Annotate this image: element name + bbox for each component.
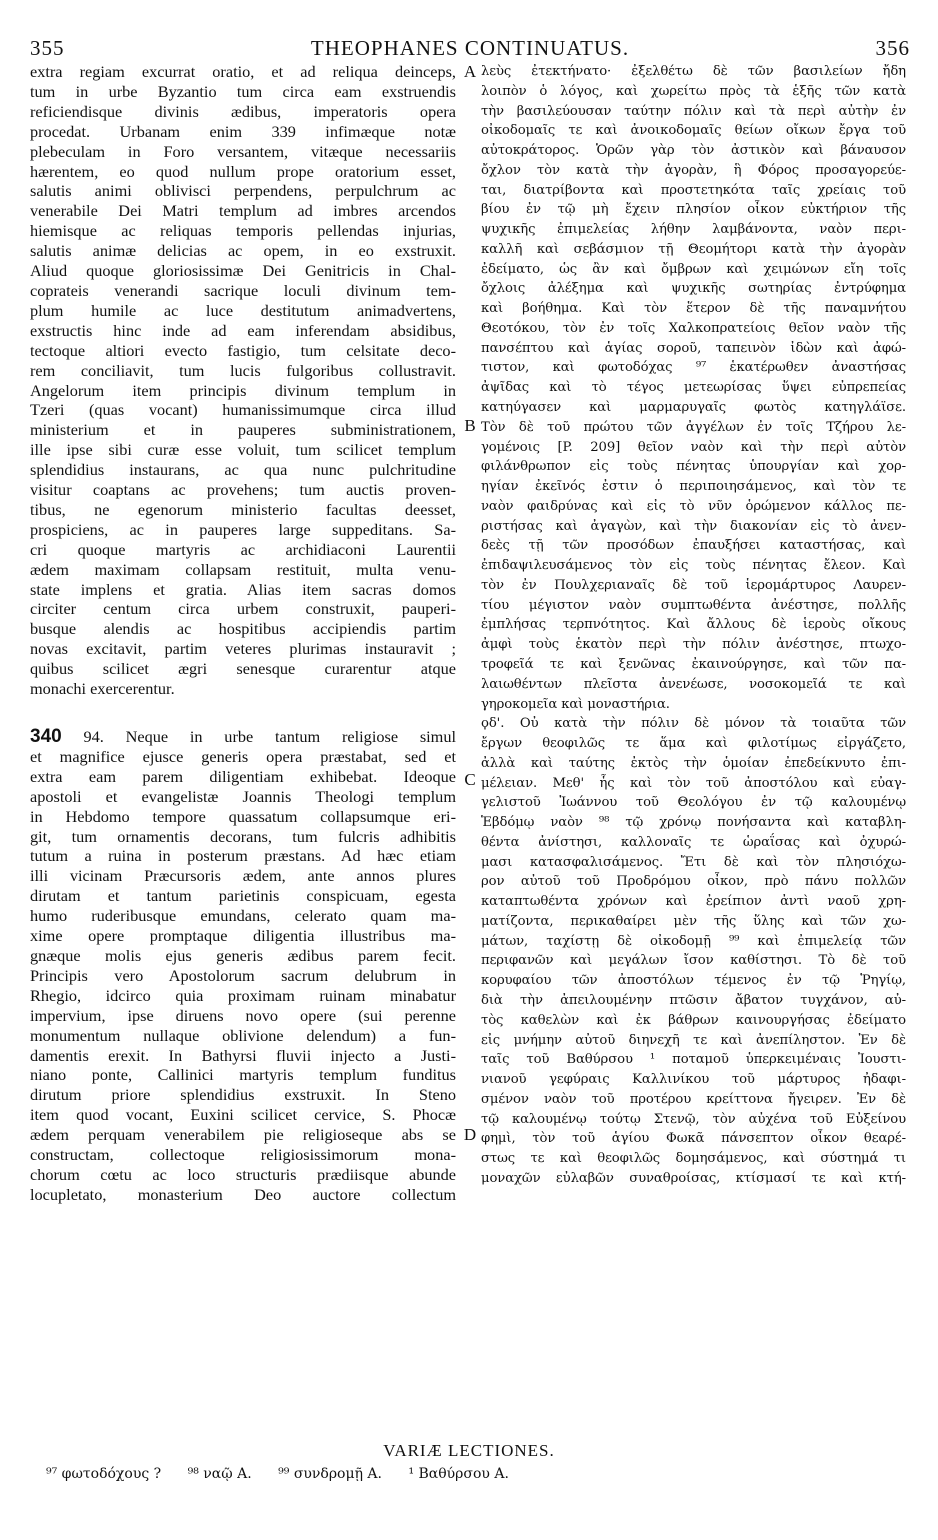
text-line: monumentum nullaque oblivione delendum) a fun- <box>30 1025 456 1045</box>
text-line: cri quoque martyris ac archidiaconi Laurentii <box>30 539 456 559</box>
text-line: ille ipse sibi curæ esse voluit, tum scilicet templum <box>30 440 456 460</box>
text-line: λαιωθέντων πλεῖστα ἀνενέωσε, νοσοκομεῖά τε καὶ <box>481 676 906 692</box>
text-line: λοιπὸν ὁ λόγος, καὶ χωρείτω πρὸς τὰ ἑξῆς τῶν κατὰ <box>481 83 906 99</box>
text-line: ματίζοντα, περικαθαίρει μὲν τῆς ὕλης καὶ τῶν χω- <box>481 913 906 929</box>
text-line: ἀψῖδας καὶ τὸ τέγος μετεωρίσας ὕψει εὐπρεπείας <box>481 380 906 396</box>
text-line: hiemisque ac reliquas temporis pellendas injurias, <box>30 221 456 241</box>
text-line: ται, διατρίβοντα καὶ προστετηκότα ταῖς χρείαις τοῦ <box>481 182 906 198</box>
text-line: ædem perquam venerabilem pie religioseque abs se <box>30 1125 456 1145</box>
text-line: λεὺς ἐτεκτήνατο· ἐξελθέτω δὲ τῶν βασιλείων ἤδη <box>481 64 906 79</box>
text-line: apostoli et evangelistæ Joannis Theologi templum <box>30 786 456 806</box>
text-line <box>30 727 456 747</box>
text-line: σμένον ναὸν τοῦ προτέρου κρείττονα ἤγειρεν. Ἐν δὲ <box>481 1091 906 1107</box>
greek-column <box>481 62 906 1189</box>
section-number: 340 <box>30 727 62 747</box>
text-line: hærentem, eo quod nullum prope oratorium esset, <box>30 161 456 181</box>
text-line: tutum a ruina in posterum præstans. Ad hæc etiam <box>30 846 456 866</box>
text-line: ἐμπλήσας τερπνότητος. Καὶ ἄλλους δὲ ἱεροὺς οἴκους <box>481 617 906 633</box>
text-line: Principis vero Apostolorum sacrum delubrum in <box>30 965 456 985</box>
text-line: reficiendisque divinis ædibus, imperatoris opera <box>30 101 456 121</box>
text-line: circiter centum circa urbem construxit, pauperi- <box>30 599 456 619</box>
text-line: constructam, collectoque religiosissimorum mona- <box>30 1145 456 1165</box>
text-line: Θεοτόκου, τὸν ἐν τοῖς Χαλκοπρατείοις θεῖον ναὸν τῆς <box>481 320 906 336</box>
margin-letter-a: A <box>463 62 477 81</box>
text-line: καταπτωθέντα χρόνων καὶ ἐρείπιον ἀντὶ ναοῦ χρη- <box>481 894 906 910</box>
margin-letter-b: B <box>464 416 476 435</box>
text-line: Aliud quoque gloriosissimæ Dei Genitricis in Chal- <box>30 261 456 281</box>
text-line: τῷ καλουμένῳ τούτῳ Στενῷ, τὸν αὐχένα τοῦ Εὐξείνου <box>481 1111 906 1127</box>
footnote: ⁹⁹ συνδρομῇ A. <box>278 1466 382 1482</box>
text-line: μάτων, ταχίστῃ δὲ οἰκοδομῇ ⁹⁹ καὶ ἐπιμελείᾳ τῶν <box>481 933 906 949</box>
text-line: novas excitavit, partim veteres plurimas instauravit ; <box>30 639 456 659</box>
text-line: chorum cœtu ac loco structuris prædiisque abunde <box>30 1164 456 1184</box>
text-line: τίου μέγιστον ναὸν συμπτωθέντα ἀνέστησε, πολλῆς <box>481 597 906 613</box>
running-title: THEOPHANES CONTINUATUS. <box>310 36 630 60</box>
text-line: ædem maximam collapsam restituit, multa venu- <box>30 559 456 579</box>
text-line: φημὶ, τὸν τοῦ ἁγίου Φωκᾶ πάνσεπτον οἶκον θεαρέ- <box>481 1131 906 1147</box>
text-line: damentis erexit. In Bathyrsi fluvii injecto a Justi- <box>30 1045 456 1065</box>
text-line: Τὸν δὲ τοῦ πρώτου τῶν ἀγγέλων ἐν τοῖς Τζήρου λε- <box>481 419 906 435</box>
section-gap <box>30 699 456 727</box>
text-line: περιφανῶν καὶ μεγάλων ἴσον καθίστησι. Τὸ δὲ τοῦ <box>481 953 906 969</box>
text-span: 94. Neque in urbe tantum religiose simul <box>83 727 456 746</box>
text-line: τροφεῖά τε καὶ ξενῶνας ἐκαινούργησε, καὶ τῶν πα- <box>481 656 906 672</box>
text-line: Ἑβδόμῳ ναὸν ⁹⁸ τῷ χρόνῳ πονήσαντα καὶ καταβλη- <box>481 815 906 831</box>
text-line: θέντα ἀνίστησι, καλλοναῖς τε ὡραΐσας καὶ ὀχυρώ- <box>481 834 906 850</box>
text-line: impervium, ipse diruens novo opere (sui perenne <box>30 1005 456 1025</box>
text-line: φιλάνθρωπον εἰς τοὺς πένητας ὑπουργίαν καὶ χορ- <box>481 459 906 475</box>
text-line: tum in urbe Byzantio tum circa eam exstruendis <box>30 81 456 101</box>
text-line: ταῖς τοῦ Βαθύρσου ¹ ποταμοῦ ὑπερκειμέναις Ἰουστι- <box>481 1052 906 1068</box>
text-line: dirutam et tantum parietinis conspicuam, egesta <box>30 886 456 906</box>
text-line: procedat. Urbanam enim 339 infimæque notæ <box>30 121 456 141</box>
text-line: κορυφαίου τῶν ἀποστόλων τέμενος ἐν τῷ Ῥηγίῳ, <box>481 973 906 989</box>
text-line: Rhegio, idcirco quia proximam ruinam minabatur <box>30 985 456 1005</box>
text-line: γελιστοῦ Ἰωάννου τοῦ Θεολόγου ἐν τῷ καλουμένῳ <box>481 795 906 811</box>
text-line: quibus scilicet ægri senesque curarentur atque <box>30 659 456 679</box>
text-line: visitur coaptans ac provehens; tum auctis proven- <box>30 480 456 500</box>
text-line: πανσέπτου καὶ ἁγίας σοροῦ, ταπεινὸν ἰδὼν καὶ ἀφώ- <box>481 340 906 356</box>
text-line: salutis animæ delicias ac opem, in eo exstruxit. <box>30 241 456 261</box>
text-line: state implens et gratia. Alias item sacras domos <box>30 579 456 599</box>
text-line: διὰ τὴν ἀπειλουμένην πτῶσιν ἄβατον τυγχάνον, αὐ- <box>481 992 906 1008</box>
text-line: γηροκομεῖα καὶ μοναστήρια. <box>481 696 670 712</box>
text-line: ϙδ'. Οὐ κατὰ τὴν πόλιν δὲ μόνον τὰ τοιαῦτα τῶν <box>481 716 906 732</box>
text-line: extra eam parem diligentiam exhibebat. Ideoque <box>30 766 456 786</box>
text-line: illi vicinam Præcursoris ædem, ante annos plures <box>30 866 456 886</box>
text-line: splendidius instaurans, ac qua nunc pulchritudine <box>30 460 456 480</box>
text-line: xime opere promptaque diligentia illustribus ma- <box>30 926 456 946</box>
text-line: dirutum priore splendidius exstruxit. In Steno <box>30 1085 456 1105</box>
text-line: δεὲς τῇ τῶν προσόδων ἐπαυξήσει καταστήσας, καὶ <box>481 538 906 554</box>
text-line: καλλῆ καὶ σεβάσμιον τῇ Θεομήτορι κατὰ τὴν ἀγορὰν <box>481 241 906 257</box>
text-line: μοναχῶν εὐλαβῶν συναθροίσας, κτίσμασί τε καὶ κτή- <box>481 1170 906 1186</box>
text-line: git, tum ornamentis decorans, tum fulcris adhibitis <box>30 826 456 846</box>
text-line: tibus, ne egenorum ministerio facultas deesset, <box>30 499 456 519</box>
text-line: monachi exercerentur. <box>30 679 175 699</box>
text-line: κατηύγασεν καὶ μαρμαρυγαῖς φωτὸς κατηγλάϊσε. <box>481 400 906 416</box>
footnote: ⁹⁷ φωτοδόχους ? <box>46 1466 162 1482</box>
text-line: καὶ βοήθημα. Καὶ τὸν ἕτερον δὲ τῆς παναμνήτου <box>481 301 906 317</box>
text-line: ἐδείματο, ὡς ἂν καὶ ὄμβρων καὶ χειμώνων εἴη τοῖς <box>481 261 906 277</box>
text-line: plebeculam in Foro versantem, vitæque necessariis <box>30 141 456 161</box>
margin-letter-c: C <box>464 770 476 789</box>
text-line: niano ponte, Callinici martyris templum funditus <box>30 1065 456 1085</box>
text-line: μέλειαν. Μεθ' ἧς καὶ τὸν τοῦ ἀποστόλου καὶ εὐαγ- <box>481 775 906 791</box>
text-line: rem conciliavit, tum lucis fulgoribus collustravit. <box>30 360 456 380</box>
text-line: ψυχικῆς ἐπιμελείας λήθην λαμβάνοντα, ναὸν περι- <box>481 222 906 238</box>
text-line: tectoque altiori evecto fastigio, tum celsitate deco- <box>30 340 456 360</box>
variae-lectiones-heading: VARIÆ LECTIONES. <box>383 1441 555 1460</box>
text-line: ἀμφὶ τοὺς ἑκατὸν περὶ τὴν πόλιν ἀνέστησε, πτωχο- <box>481 637 906 653</box>
margin-letter-d: D <box>463 1125 477 1144</box>
text-line: gnæque molis ejus generis ædibus parem fecit. <box>30 945 456 965</box>
text-line: venerabile Dei Matri templum ad imbres arcendos <box>30 201 456 221</box>
text-line: prospiciens, ac in pauperes large suppeditans. Sa- <box>30 519 456 539</box>
text-line: ὄχλοις ἀλέξημα καὶ ψυχικῆς σωτηρίας ἐντρύφημα <box>481 281 906 297</box>
text-line: plum humile ac luce destitutum animadvertens, <box>30 300 456 320</box>
text-line: ηγίαν ἐκεῖνός ἐστιν ὁ περιποιησάμενος, καὶ τὸν τε <box>481 479 906 495</box>
text-line: τὴν βασιλεύουσαν ταύτην πόλιν καὶ τὰ περὶ αὐτὴν ἐν <box>481 103 906 119</box>
text-line: στως τε καὶ θεοφιλῶς δομησάμενος, καὶ σύστημά τι <box>481 1151 906 1167</box>
text-line: item quod vocant, Euxini scilicet cervice, S. Phocæ <box>30 1105 456 1125</box>
text-line: μασι κατασφαλισάμενος. Ἔτι δὲ καὶ τὸν πλησιόχω- <box>481 854 906 870</box>
text-line: ὄχλον τὸν κατὰ τὴν ἀγορὰν, ἣ Φόρος προσαγορεύε- <box>481 162 906 178</box>
text-line: ἐπιδαψιλευσάμενος τὸν εἰς τοὺς πένητας ἔλεον. Καὶ <box>481 558 906 574</box>
text-line: ἔργων θεοφιλῶς τε ἅμα καὶ φιλοτίμως εἰργάζετο, <box>481 736 906 752</box>
text-line: ρον αὐτοῦ τοῦ Προδρόμου οἶκον, πρὸ πάνυ πολλῶν <box>481 874 906 890</box>
text-line: τιστον, καὶ φωτοδόχας ⁹⁷ ἑκατέρωθεν ἀναστήσας <box>481 360 906 376</box>
text-line: ministerium et in pauperes subministrationem, <box>30 420 456 440</box>
text-line: locupletato, monasterium Deo auctore collectum <box>30 1184 456 1204</box>
text-line: Angelorum item principis divinum templum in <box>30 380 456 400</box>
page-header <box>30 30 910 66</box>
text-line: salutis animi oblivisci perpendens, perpulchrum ac <box>30 181 456 201</box>
page-number-right: 356 <box>875 36 910 60</box>
text-line: αὐτοκράτορος. Ὁρῶν γὰρ τὸν ἀστικὸν καὶ βάναυσον <box>481 143 906 159</box>
text-line: exstructis hinc inde ad eam inferendam absidibus, <box>30 320 456 340</box>
text-line: humo ruderibusque emundans, celerato quam ma- <box>30 906 456 926</box>
text-line: coprateis venerandi sacrique loculi divinum tem- <box>30 280 456 300</box>
footnote: ⁹⁸ ναῷ A. <box>187 1466 252 1482</box>
text-line: βίου ἐν τῷ μὴ ἔχειν πλησίον οἶκον εὐκτήριον τῆς <box>481 202 906 218</box>
text-line: ἀλλὰ καὶ ταύτης ἐκτὸς τὴν ὁμοίαν ἐπεδείκνυτο ἐπι- <box>481 755 906 771</box>
text-line: ριστήσας καὶ ἀγαγὼν, καὶ τὴν διακονίαν εἰς τὸ ἀνεν- <box>481 518 906 534</box>
text-line: Tzeri (quas vocant) humanissimumque circa illud <box>30 400 456 420</box>
text-line: et magnifice ejusce generis opera præstabat, sed et <box>30 746 456 766</box>
latin-column <box>30 62 456 1205</box>
text-line: in Hebdomo tempore quassatum collapsumque eri- <box>30 806 456 826</box>
footnotes <box>46 1466 531 1482</box>
text-line: εἰς μνήμην αὐτοῦ διηνεχῆ τε καὶ ἀνεπίληστον. Ἐν δὲ <box>481 1032 906 1048</box>
text-line: τὸν ἐν Πουλχεριαναῖς δὲ τοῦ ἱερομάρτυρος Λαυρεν- <box>481 577 906 593</box>
text-line: γομένοις [P. 209] θεῖον ναὸν καὶ τὴν περὶ αὐτὸν <box>481 439 906 455</box>
text-line: busque alendis ac hospitibus accipiendis partim <box>30 619 456 639</box>
text-line: ναὸν φαιδρύνας καὶ εἰς τὸ νῦν ὁρώμενον κάλλος πε- <box>481 498 906 514</box>
footnote: ¹ Βαθύρσου A. <box>408 1466 509 1482</box>
text-line: τὸς καθελὼν καὶ ἐκ βάθρων καινουργήσας ἐδείματο <box>481 1012 906 1028</box>
text-line: extra regiam excurrat oratio, et ad reliqua deinceps, <box>30 62 456 81</box>
page-number-left: 355 <box>30 36 65 60</box>
text-line: οἰκοδομαῖς τε καὶ ἀνοικοδομαῖς θείων οἴκων ἔργα τοῦ <box>481 123 906 139</box>
text-line: νιανοῦ γεφύραις Καλλινίκου τοῦ μάρτυρος ἠδαφι- <box>481 1072 906 1088</box>
